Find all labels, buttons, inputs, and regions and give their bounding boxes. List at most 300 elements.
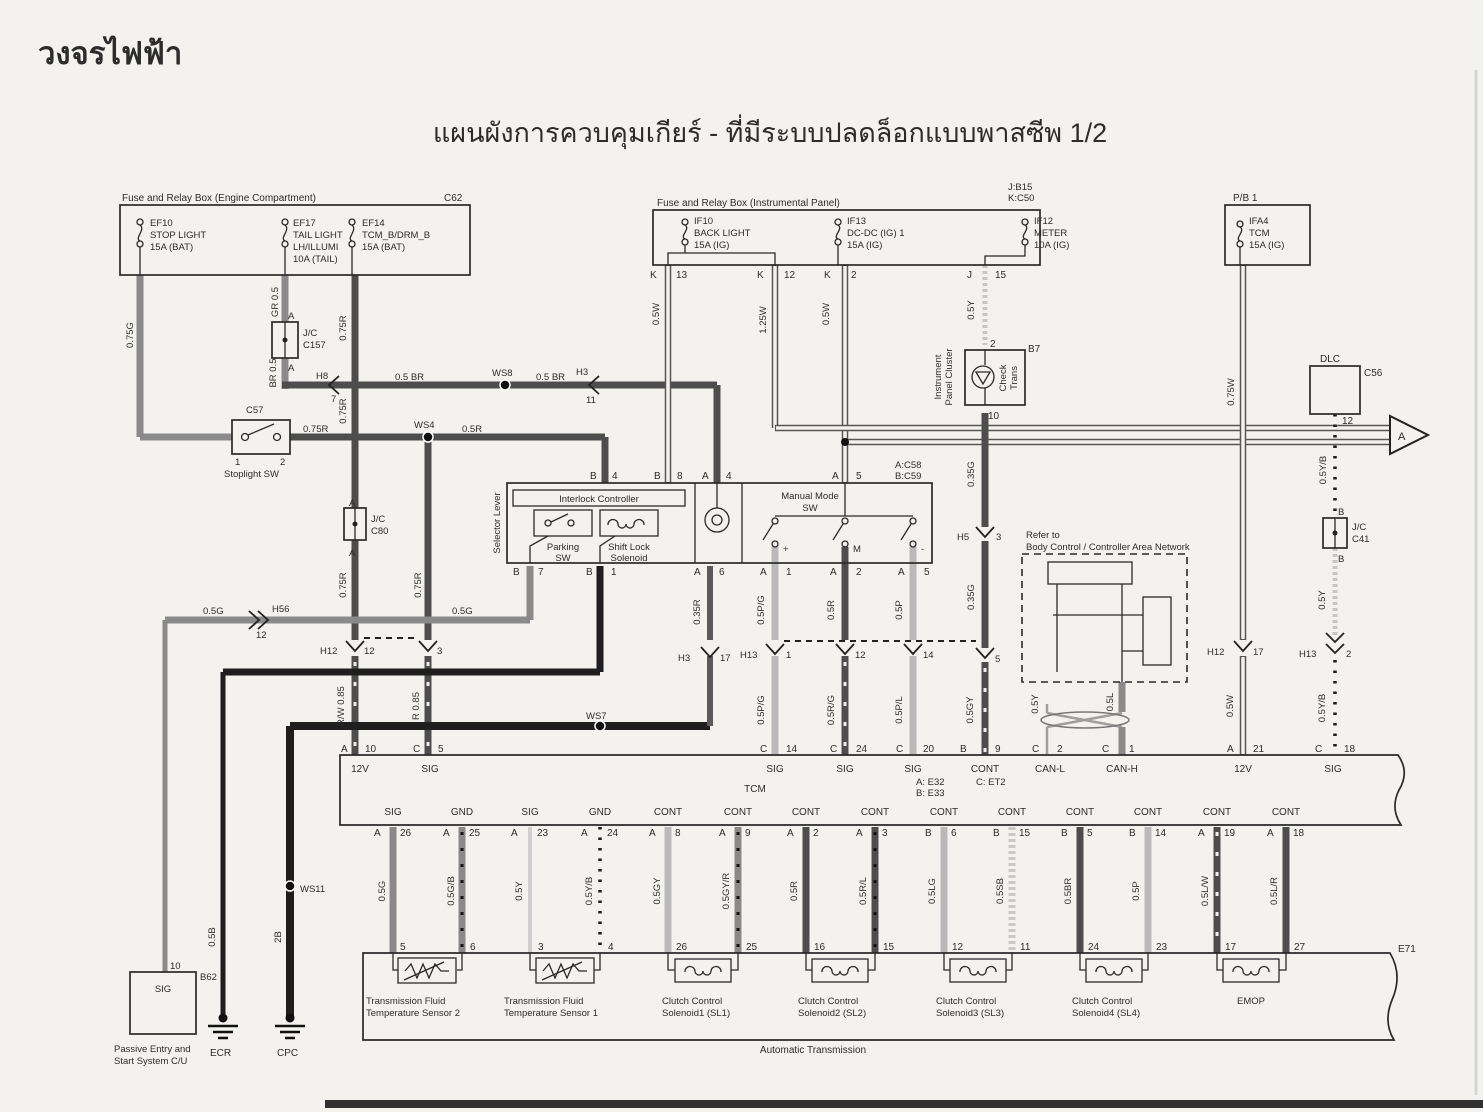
fuse-icon bbox=[1237, 221, 1243, 227]
fuse-name: LH/ILLUMI bbox=[293, 242, 339, 253]
pin-label: 18 bbox=[1344, 744, 1356, 755]
wire-label: 0.5R bbox=[462, 424, 483, 435]
coil-curve bbox=[960, 966, 996, 975]
ground-icon bbox=[286, 1014, 295, 1023]
pin-function: SIG bbox=[766, 764, 784, 775]
switch-contact bbox=[910, 541, 916, 547]
pin-function: CONT bbox=[723, 807, 753, 818]
coil-icon bbox=[608, 519, 644, 528]
jc-label: J/C bbox=[1352, 522, 1367, 533]
pin-label: 4 bbox=[726, 471, 732, 482]
connector-label: H8 bbox=[316, 371, 329, 382]
pin-label: B bbox=[586, 567, 593, 578]
switch-blade bbox=[248, 424, 274, 435]
junction-ws8 bbox=[500, 380, 510, 390]
module-name: TCM bbox=[744, 784, 766, 795]
component-label: Temperature Sensor 1 bbox=[504, 1008, 598, 1019]
wire-label: 0.5L bbox=[1105, 692, 1116, 712]
wire-label: 0.5Y bbox=[1317, 590, 1328, 610]
junction-ws4 bbox=[423, 432, 433, 442]
coil-curve bbox=[685, 966, 721, 975]
pin-label: B bbox=[590, 471, 597, 482]
lead bbox=[868, 953, 875, 970]
at-pin-numbers bbox=[400, 942, 1306, 953]
ground-ecr bbox=[208, 1014, 238, 1060]
coil-icon bbox=[1223, 959, 1279, 982]
switch-label: - bbox=[921, 544, 925, 555]
connector-h12-12 bbox=[346, 641, 364, 651]
lead bbox=[457, 953, 462, 970]
wire-label: 0.5SB bbox=[995, 878, 1006, 904]
fuse-id: EF10 bbox=[150, 218, 173, 229]
jc-dot bbox=[353, 522, 358, 527]
pin-label: 23 bbox=[537, 828, 549, 839]
manual-mode-switch-m bbox=[833, 518, 848, 547]
wire-label: 0.5B bbox=[207, 927, 218, 947]
page-subtitle: แผนผังการควบคุมเกียร์ - ที่มีระบบปลดล็อกแบบพาสซีพ 1/2 bbox=[432, 118, 1108, 148]
wire-label: 0.5W bbox=[651, 302, 662, 326]
pin-function: CONT bbox=[1065, 807, 1095, 818]
pin-label: A bbox=[719, 828, 726, 839]
fuse-box-engine bbox=[120, 193, 470, 275]
connector-label: H12 bbox=[320, 646, 338, 657]
fuse-name: TAIL LIGHT bbox=[293, 230, 343, 241]
jc-c157 bbox=[272, 311, 326, 374]
wire-label: R 0.85 bbox=[411, 692, 422, 720]
component-label: Panel Cluster bbox=[944, 348, 955, 406]
pin-label: A bbox=[832, 471, 839, 482]
pin-label: 9 bbox=[995, 744, 1001, 755]
pin-label: 21 bbox=[1253, 744, 1265, 755]
illumination-bulb-icon bbox=[712, 515, 722, 525]
component-label: Passive Entry and bbox=[114, 1044, 191, 1055]
connector-label: B: E33 bbox=[916, 788, 945, 799]
pin-label: B bbox=[925, 828, 932, 839]
pin-label: 3 bbox=[996, 532, 1002, 543]
pin-label: 10 bbox=[365, 744, 377, 755]
connector-label: A: E32 bbox=[916, 777, 945, 788]
jc-c41 bbox=[1323, 507, 1369, 565]
connector-label: C57 bbox=[246, 405, 264, 416]
switch-contact bbox=[274, 434, 281, 441]
wire-label: 0.5L/R bbox=[1269, 877, 1280, 905]
pin-label: 23 bbox=[1156, 942, 1168, 953]
pin-label: 4 bbox=[608, 942, 614, 953]
connector-label: H5 bbox=[957, 532, 970, 543]
fuse-rating: 15A (IG) bbox=[1249, 240, 1285, 251]
pin-label: 17 bbox=[1253, 647, 1264, 658]
component-label: Solenoid2 (SL2) bbox=[798, 1008, 867, 1019]
pin-label: B bbox=[960, 744, 967, 755]
automatic-transmission bbox=[363, 944, 1416, 1056]
connector-label: C: ET2 bbox=[976, 777, 1006, 788]
fuse-rating: 15A (IG) bbox=[694, 240, 730, 251]
pin-label: 2 bbox=[1346, 649, 1352, 660]
fuse-rating: 10A (TAIL) bbox=[293, 254, 338, 265]
pin-label: A bbox=[511, 828, 518, 839]
instrument-cluster bbox=[933, 339, 1041, 422]
fuse-id: EF17 bbox=[293, 218, 316, 229]
body-control-network bbox=[1022, 530, 1190, 682]
pin-label: A bbox=[341, 744, 348, 755]
pin-label: 7 bbox=[331, 394, 337, 405]
pin-label: 6 bbox=[951, 828, 957, 839]
pin-label: 14 bbox=[1155, 828, 1167, 839]
lead bbox=[1006, 953, 1012, 970]
pin-label: 8 bbox=[677, 471, 683, 482]
fuse-box-ip bbox=[650, 182, 1069, 281]
wire-label: 0.35G bbox=[966, 584, 977, 610]
connector-h13-1 bbox=[766, 644, 784, 654]
solenoid-sl2 bbox=[798, 953, 875, 1019]
pin-label: B bbox=[993, 828, 1000, 839]
switch-contact bbox=[772, 541, 778, 547]
pin-label: 5 bbox=[856, 471, 862, 482]
pin-label: 6 bbox=[719, 567, 725, 578]
connector-label: B62 bbox=[200, 972, 217, 983]
pin-label: 11 bbox=[1020, 942, 1031, 953]
box-title: DLC bbox=[1320, 354, 1341, 365]
pin-label: 16 bbox=[814, 942, 826, 953]
wire-label: 0.5W bbox=[821, 302, 832, 326]
coil-icon bbox=[950, 959, 1006, 982]
network-node bbox=[1048, 562, 1132, 584]
lead bbox=[731, 953, 738, 970]
pin-function: CONT bbox=[1133, 807, 1163, 818]
component-label: Transmission Fluid bbox=[366, 996, 446, 1007]
pin-label: 17 bbox=[720, 653, 731, 664]
pin-function: SIG bbox=[904, 764, 922, 775]
pin-label: 3 bbox=[882, 828, 888, 839]
pin-function: CONT bbox=[791, 807, 821, 818]
wire-label: 0.5P/G bbox=[756, 695, 767, 725]
note-text: Body Control / Controller Area Network bbox=[1026, 542, 1190, 553]
wire-label: 0.5G/B bbox=[446, 876, 457, 906]
node-label: WS11 bbox=[300, 884, 326, 895]
pin-function: 12V bbox=[351, 764, 369, 775]
pin-label: 4 bbox=[612, 471, 618, 482]
pin-function: CAN-L bbox=[1034, 764, 1066, 775]
fuse-id: IF13 bbox=[847, 216, 867, 227]
fuse-id: EF14 bbox=[362, 218, 385, 229]
connector-label: H56 bbox=[272, 604, 290, 615]
fuse-name: TCM_B/DRM_B bbox=[362, 230, 431, 241]
pin-function: CONT bbox=[653, 807, 683, 818]
wire-label: 0.5Y/B bbox=[584, 876, 595, 906]
jc-label: J/C bbox=[371, 514, 386, 525]
pin-label: A bbox=[1198, 828, 1205, 839]
pin-label: B bbox=[1338, 554, 1345, 565]
pin-label: 1 bbox=[611, 567, 617, 578]
pin-label: 5 bbox=[1087, 828, 1093, 839]
pin-label: 2 bbox=[990, 339, 996, 350]
connector-label: A:C58 bbox=[895, 460, 922, 471]
box-outline bbox=[232, 420, 290, 454]
wire-label: GR 0.5 bbox=[270, 286, 281, 318]
pin-label: 2 bbox=[1057, 744, 1063, 755]
wire-label: 0.5 BR bbox=[395, 372, 425, 383]
component-label: Clutch Control bbox=[1072, 996, 1133, 1007]
wire-label: 0.75R bbox=[413, 572, 424, 598]
pin-function: CONT bbox=[970, 764, 1000, 775]
coil-icon bbox=[812, 959, 868, 982]
node-label: WS8 bbox=[492, 368, 513, 379]
switch-contact bbox=[772, 518, 778, 524]
manual-mode-switch-plus bbox=[763, 518, 778, 547]
pin-label: 3 bbox=[538, 942, 544, 953]
pin-label: 2 bbox=[851, 270, 857, 281]
wire-label: 0.5G bbox=[203, 606, 224, 617]
pin-label: 1 bbox=[786, 567, 792, 578]
pin-label: 12 bbox=[256, 630, 267, 641]
pin-label: 12 bbox=[855, 650, 866, 661]
pin-label: A bbox=[898, 567, 905, 578]
temp-sensor-1 bbox=[504, 953, 600, 1019]
bus-arrow-a bbox=[1390, 416, 1428, 454]
connector-label: H13 bbox=[1299, 649, 1317, 660]
box-outline bbox=[130, 972, 196, 1034]
network-node bbox=[1143, 597, 1171, 665]
pin-label: 11 bbox=[586, 395, 596, 406]
fuse-id: IF12 bbox=[1034, 216, 1054, 227]
fuse-name: STOP LIGHT bbox=[150, 230, 207, 241]
wire-label: 0.5G bbox=[452, 606, 473, 617]
pin-label: 6 bbox=[470, 942, 476, 953]
wire-label: 0.5Y/B bbox=[1318, 455, 1329, 485]
component-label: Solenoid1 (SL1) bbox=[662, 1008, 731, 1019]
switch-blade bbox=[551, 514, 568, 522]
pin-label: K bbox=[757, 270, 764, 281]
pin-function: 12V bbox=[1234, 764, 1252, 775]
tcm-bottom-pins bbox=[374, 828, 1305, 839]
pin-label: A bbox=[581, 828, 588, 839]
wire-label: 0.35R bbox=[692, 599, 703, 625]
pin-label: A bbox=[443, 828, 450, 839]
switch-contact bbox=[568, 520, 574, 526]
pb-box bbox=[1225, 193, 1310, 265]
connector-h12-3 bbox=[419, 641, 437, 651]
connector-h13-5 bbox=[976, 648, 994, 658]
pin-label: 17 bbox=[1225, 942, 1237, 953]
wire-label: 0.75R bbox=[338, 315, 349, 341]
pin-label: 15 bbox=[995, 270, 1007, 281]
pin-label: C bbox=[896, 744, 904, 755]
component-label: Instrument bbox=[933, 354, 944, 400]
fuse-id: IFA4 bbox=[1249, 216, 1269, 227]
connector-label: J:B15 bbox=[1008, 182, 1033, 193]
pin-label: 1 bbox=[235, 457, 241, 468]
wire-label: R/W 0.85 bbox=[336, 686, 347, 726]
pin-label: 12 bbox=[1342, 416, 1354, 427]
fuse-id: IF10 bbox=[694, 216, 714, 227]
lead bbox=[806, 953, 812, 970]
pin-label: A bbox=[288, 363, 295, 374]
fuse-name: BACK LIGHT bbox=[694, 228, 751, 239]
switch-contact bbox=[842, 518, 848, 524]
pin-label: B bbox=[654, 471, 661, 482]
fuse-rating: 15A (IG) bbox=[847, 240, 883, 251]
jc-label: C41 bbox=[1352, 534, 1370, 545]
module-name: Automatic Transmission bbox=[759, 1045, 867, 1056]
junction-ws7 bbox=[595, 721, 605, 731]
page-title: วงจรไฟฟ้า bbox=[38, 36, 183, 71]
component-label: Start System C/U bbox=[114, 1056, 188, 1067]
lead bbox=[668, 953, 675, 970]
fuse-icon bbox=[985, 219, 1028, 265]
connector-label: H3 bbox=[576, 367, 589, 378]
pin-label: B bbox=[513, 567, 520, 578]
wire-label: 0.5 BR bbox=[536, 372, 566, 383]
switch-contact bbox=[242, 434, 249, 441]
wire-label: 0.75R bbox=[303, 424, 329, 435]
pin-label: 15 bbox=[883, 942, 895, 953]
junction-dot bbox=[841, 438, 849, 446]
fuse-rating: 10A (IG) bbox=[1034, 240, 1070, 251]
box-title: P/B 1 bbox=[1233, 193, 1258, 204]
pin-label: A bbox=[830, 567, 837, 578]
switch-contact bbox=[842, 541, 848, 547]
component-label: Manual Mode bbox=[781, 491, 839, 502]
fuse-name: METER bbox=[1034, 228, 1068, 239]
connector-chevrons bbox=[249, 376, 1344, 658]
pin-label: A bbox=[374, 828, 381, 839]
component-label: Clutch Control bbox=[798, 996, 859, 1007]
component-label: Shift Lock bbox=[608, 542, 650, 553]
wire-label: 0.5R bbox=[789, 880, 800, 902]
connector-h5-3 bbox=[976, 527, 994, 537]
pin-label: 2 bbox=[856, 567, 862, 578]
ground-cpc bbox=[275, 1014, 305, 1060]
component-label: Temperature Sensor 2 bbox=[366, 1008, 460, 1019]
pin-label: 14 bbox=[786, 744, 798, 755]
wire-label: 0.5R/G bbox=[826, 694, 837, 726]
pin-label: 25 bbox=[746, 942, 758, 953]
pin-label: A bbox=[288, 311, 295, 322]
connector-label: H12 bbox=[1207, 647, 1225, 658]
pin-label: A bbox=[694, 567, 701, 578]
wire-label: 1.25W bbox=[758, 306, 769, 334]
pin-label: K bbox=[824, 270, 831, 281]
jc-c80 bbox=[344, 498, 388, 559]
dlc-box bbox=[1310, 354, 1383, 427]
junction-ws11 bbox=[285, 881, 295, 891]
pin-label: 3 bbox=[437, 646, 443, 657]
coil-curve bbox=[1096, 966, 1132, 975]
pin-function: SIG bbox=[521, 807, 539, 818]
lead bbox=[530, 953, 536, 970]
pin-function: SIG bbox=[421, 764, 439, 775]
wire-label: 0.5Y bbox=[1030, 694, 1041, 714]
switch-blade bbox=[763, 524, 773, 540]
wire-label: 0.5R bbox=[826, 599, 837, 621]
pin-label: 20 bbox=[923, 744, 935, 755]
coil-icon bbox=[1086, 959, 1142, 982]
fuse-rating: 15A (BAT) bbox=[362, 242, 406, 253]
ground-label: ECR bbox=[210, 1048, 232, 1059]
pin-label: 5 bbox=[924, 567, 930, 578]
pin-label: 1 bbox=[786, 650, 792, 661]
wire-label: 0.5P/L bbox=[894, 696, 905, 724]
component-label: SW bbox=[802, 503, 818, 514]
connector-label: H13 bbox=[740, 650, 758, 661]
fuse-icon bbox=[282, 219, 288, 275]
fuse-name: DC-DC (IG) 1 bbox=[847, 228, 905, 239]
wire-label: 0.5P/G bbox=[756, 595, 767, 625]
connector-label: C62 bbox=[444, 193, 463, 204]
note-text: Refer to bbox=[1026, 530, 1060, 541]
jc-label: C80 bbox=[371, 526, 389, 537]
connector-label: K:C50 bbox=[1008, 193, 1035, 204]
lead bbox=[1080, 953, 1086, 970]
dashed-outline bbox=[1022, 554, 1187, 682]
pin-function: SIG bbox=[1324, 764, 1342, 775]
wire-label: 0.5W bbox=[1225, 694, 1236, 718]
connector-label: B7 bbox=[1028, 344, 1041, 355]
pin-label: J bbox=[967, 270, 972, 281]
pin-function: SIG bbox=[836, 764, 854, 775]
pin-function: SIG bbox=[154, 984, 172, 995]
component-label: Solenoid4 (SL4) bbox=[1072, 1008, 1141, 1019]
connector-label: B:C59 bbox=[895, 471, 922, 482]
pin-function: GND bbox=[588, 807, 612, 818]
connector-h3-17 bbox=[701, 647, 719, 657]
lead bbox=[1217, 953, 1223, 970]
pin-label: 5 bbox=[995, 654, 1001, 665]
pin-function: CONT bbox=[1202, 807, 1232, 818]
pin-label: 10 bbox=[170, 961, 181, 972]
pin-label: 12 bbox=[364, 646, 375, 657]
component-label: Solenoid3 (SL3) bbox=[936, 1008, 1005, 1019]
pin-label: C bbox=[830, 744, 838, 755]
wire-label: 0.5Y bbox=[966, 300, 977, 320]
lead bbox=[594, 953, 600, 970]
connector-h13-12 bbox=[836, 644, 854, 654]
pin-label: A bbox=[349, 548, 356, 559]
lead bbox=[1279, 953, 1286, 970]
pin-label: 1 bbox=[1129, 744, 1135, 755]
component-label: SW bbox=[555, 553, 571, 564]
coil-curve bbox=[822, 966, 858, 975]
lamp-label: Check bbox=[998, 364, 1009, 392]
box-title: Fuse and Relay Box (Engine Compartment) bbox=[122, 193, 316, 204]
pin-label: 27 bbox=[1294, 942, 1306, 953]
pin-function: CONT bbox=[929, 807, 959, 818]
emop bbox=[1217, 953, 1286, 1007]
pin-label: 14 bbox=[923, 650, 934, 661]
lead bbox=[393, 953, 398, 970]
wire-label: 0.5P bbox=[894, 600, 905, 620]
wire-label: 0.5G bbox=[377, 880, 388, 902]
pin-label: 12 bbox=[784, 270, 796, 281]
manual-mode-switch-minus bbox=[901, 518, 916, 547]
connector-label: E71 bbox=[1398, 944, 1416, 955]
pin-label: 26 bbox=[400, 828, 412, 839]
pin-label: C bbox=[1102, 744, 1110, 755]
switch-label: + bbox=[783, 544, 789, 555]
wire-label: 0.5GY/R bbox=[721, 872, 732, 910]
temp-sensor-2 bbox=[366, 953, 462, 1019]
pin-label: A bbox=[702, 471, 709, 482]
pin-function: SIG bbox=[384, 807, 402, 818]
connector-h13-14 bbox=[904, 644, 922, 654]
pin-label: A bbox=[1267, 828, 1274, 839]
wire-label: 0.5Y/B bbox=[1317, 693, 1328, 723]
pin-label: A bbox=[856, 828, 863, 839]
wire-label: 0.75R bbox=[338, 398, 349, 424]
pin-label: 8 bbox=[675, 828, 681, 839]
pin-label: 25 bbox=[469, 828, 481, 839]
jc-dot bbox=[283, 338, 288, 343]
